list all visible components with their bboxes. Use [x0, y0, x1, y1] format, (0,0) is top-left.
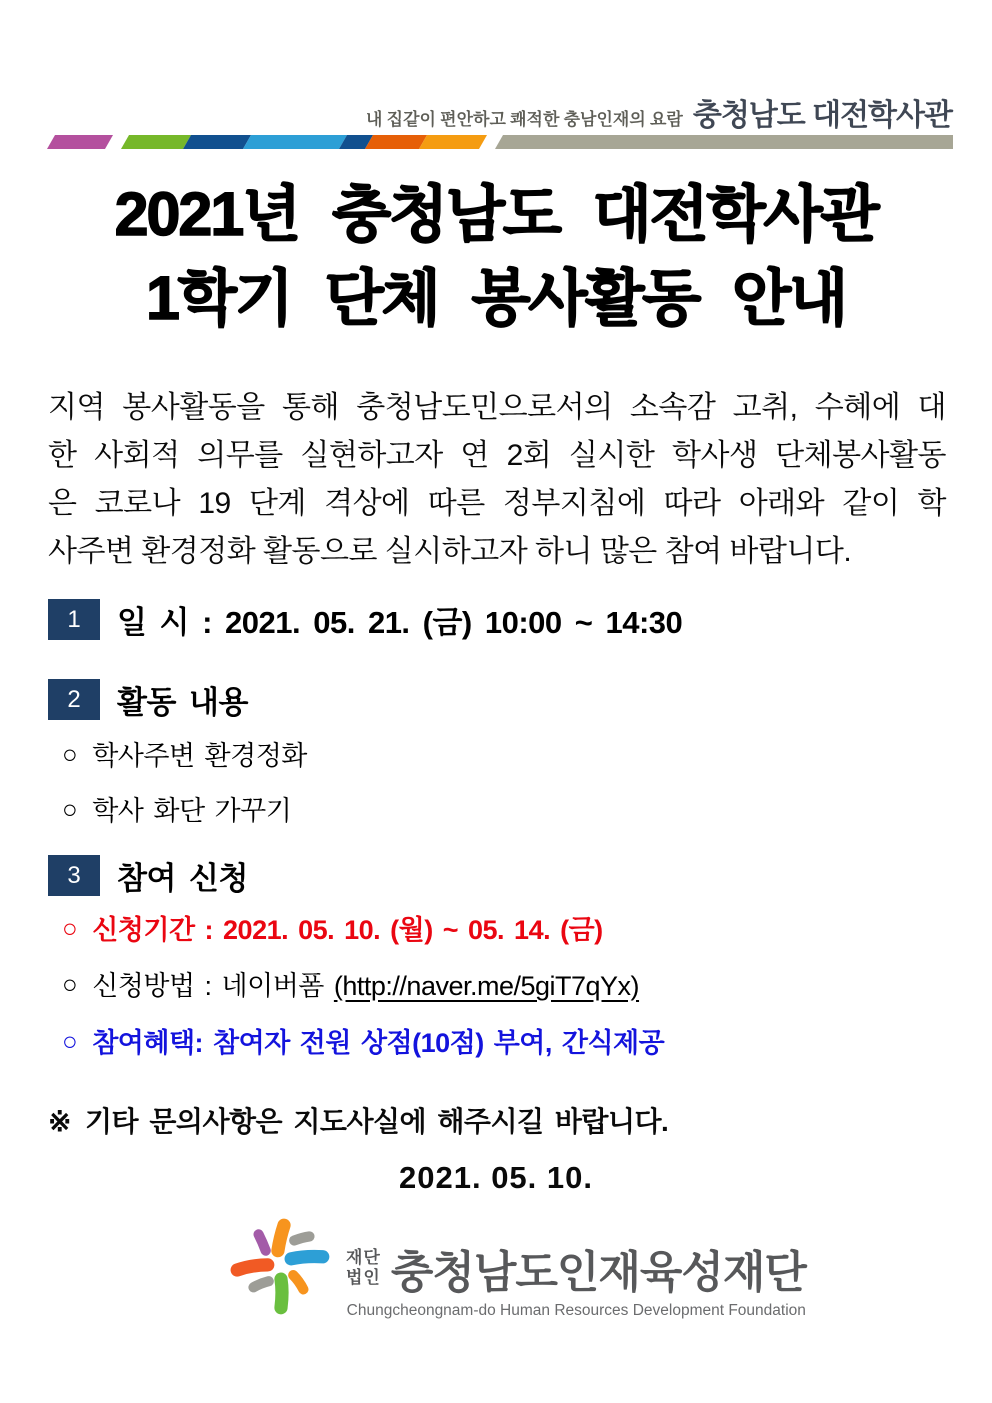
foundation-name-en: Chungcheongnam-do Human Resources Development Foundation: [346, 1302, 806, 1319]
section-activities: [48, 677, 248, 722]
application-benefit: [62, 1021, 664, 1060]
circle-bullet-icon: ○: [62, 738, 78, 769]
activity-item-text: 학사 화단 가꾸기: [92, 796, 292, 826]
foundation-name-block: [346, 1236, 806, 1320]
ribbon-segment: [243, 135, 347, 149]
foundation-type-label: 재단 법인: [346, 1248, 381, 1287]
decorative-color-ribbon: [47, 135, 953, 149]
section-application-label: 참여 신청: [117, 861, 248, 896]
circle-bullet-icon: ○: [62, 1025, 78, 1056]
issue-date: 2021. 05. 10.: [399, 1160, 593, 1195]
circle-bullet-icon: ○: [62, 912, 78, 943]
section-number-badge: 1: [48, 599, 100, 640]
activity-item-cleanup: [62, 734, 307, 773]
foundation-pinwheel-logo-icon: [226, 1213, 338, 1325]
reference-mark-icon: ※: [48, 1106, 71, 1137]
intro-line: 한 사회적 의무를 실현하고자 연 2회 실시한 학사생 단체봉사활동: [48, 439, 946, 472]
intro-line: 은 코로나 19 단계 격상에 따른 정부지침에 따라 아래와 같이 학: [48, 487, 946, 520]
ribbon-segment: [419, 135, 487, 149]
naver-form-link[interactable]: (http://naver.me/5giT7qYx): [333, 971, 640, 1001]
circle-bullet-icon: ○: [62, 793, 78, 824]
ribbon-segment: [47, 135, 113, 149]
intro-line: 사주변 환경정화 활동으로 실시하고자 하니 많은 참여 바랍니다.: [48, 535, 852, 568]
ribbon-segment: [495, 135, 953, 149]
section-datetime: [48, 597, 682, 642]
intro-paragraph: [48, 384, 946, 576]
application-method-prefix: 신청방법 : 네이버폼: [92, 971, 334, 1001]
footer-note: [48, 1100, 668, 1140]
foundation-name-ko: 충청남도인재육성재단: [390, 1248, 806, 1297]
header-tagline: 내 집같이 편안하고 쾌적한 충남인재의 요람: [365, 110, 683, 129]
header: [366, 90, 952, 134]
intro-line: 지역 봉사활동을 통해 충청남도민으로서의 소속감 고취, 수혜에 대: [48, 391, 946, 424]
ribbon-segment: [121, 135, 191, 149]
page-title-line1: 2021년 충청남도 대전학사관: [114, 180, 878, 248]
page-title: [0, 172, 992, 340]
activity-item-text: 학사주변 환경정화: [92, 741, 307, 771]
ribbon-segment: [365, 135, 427, 149]
application-period-text: 신청기간 : 2021. 05. 10. (월) ~ 05. 14. (금): [92, 915, 603, 945]
section-number-badge: 3: [48, 855, 100, 896]
application-benefit-text: 참여혜택: 참여자 전원 상점(10점) 부여, 간식제공: [92, 1028, 665, 1058]
footer-note-text: 기타 문의사항은 지도사실에 해주시길 바랍니다.: [84, 1106, 669, 1137]
section-activities-label: 활동 내용: [117, 685, 248, 720]
application-method: [62, 964, 639, 1003]
section-datetime-label: 일 시 : 2021. 05. 21. (금) 10:00 ~ 14:30: [117, 605, 683, 640]
page-title-line2: 1학기 단체 봉사활동 안내: [145, 264, 847, 332]
ribbon-segment: [183, 135, 251, 149]
application-method-text: [92, 964, 639, 1003]
circle-bullet-icon: ○: [62, 968, 78, 999]
section-number-badge: 2: [48, 679, 100, 720]
header-brand-logo: 충청남도 대전학사관: [692, 99, 952, 132]
section-application: [48, 853, 248, 898]
activity-item-garden: [62, 789, 291, 828]
application-period: [62, 908, 603, 947]
foundation-logo: [226, 1213, 806, 1325]
